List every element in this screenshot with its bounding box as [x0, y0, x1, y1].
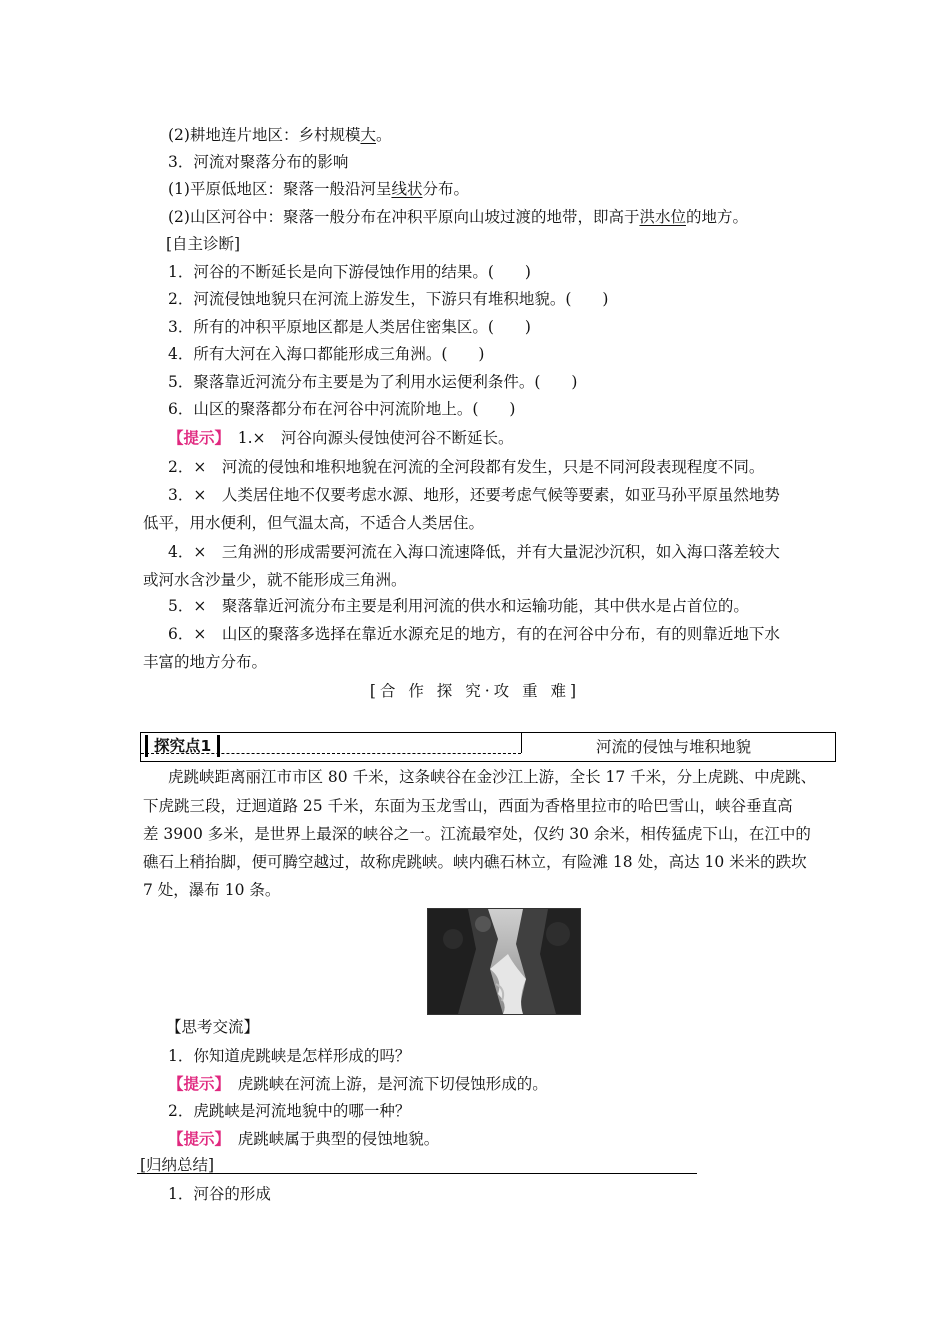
- discussion-answer-1: 【提示】 虎跳峡在河流上游，是河流下切侵蚀形成的。: [168, 1074, 548, 1093]
- answer-4a: 4．× 三角洲的形成需要河流在入海口流速降低，并有大量泥沙沉积，如入海口落差较大: [168, 543, 780, 561]
- summary-heading: [归纳总结]: [140, 1156, 215, 1174]
- answer-2: 2．× 河流的侵蚀和堆积地貌在河流的全河段都有发生，只是不同河段表现程度不同。: [168, 458, 765, 476]
- passage-line: 下虎跳三段，迂迴道路 25 千米，东面为玉龙雪山，西面为香格里拉市的哈巴雪山，峡谷垂直高: [143, 797, 793, 815]
- explore-point-topic: 河流的侵蚀与堆积地貌: [596, 738, 752, 756]
- question-5: 5．聚落靠近河流分布主要是为了利用水运便利条件。( ): [168, 373, 578, 391]
- passage-line: 虎跳峡距离丽江市市区 80 千米，这条峡谷在金沙江上游，全长 17 千米，分上虎跳、中虎跳、: [168, 768, 817, 786]
- question-1: 1．河谷的不断延长是向下游侵蚀作用的结果。( ): [168, 263, 531, 281]
- passage-line: 差 3900 多米，是世界上最深的峡谷之一。江流最窄处，仅约 30 余米，相传猛虎下山，在江中的: [143, 825, 811, 843]
- discussion-heading: 【思考交流】: [166, 1018, 260, 1036]
- discussion-question-1: 1．你知道虎跳峡是怎样形成的吗？: [168, 1047, 411, 1065]
- answer-3b: 低平，用水便利，但气温太高，不适合人类居住。: [143, 514, 485, 532]
- section-title: [合 作 探 究·攻 重 难]: [369, 682, 581, 700]
- discussion-question-2: 2．虎跳峡是河流地貌中的哪一种？: [168, 1102, 411, 1120]
- summary-item-1: 1．河谷的形成: [168, 1185, 271, 1203]
- answer-3a: 3．× 人类居住地不仅要考虑水源、地形，还要考虑气候等要素，如亚马孙平原虽然地势: [168, 486, 780, 504]
- tip-label: 【提示】: [168, 1074, 223, 1093]
- tip-label: 【提示】: [168, 1129, 223, 1148]
- explore-point-box: [140, 732, 836, 762]
- answer-1: 【提示】 1.× 河谷向源头侵蚀使河谷不断延长。: [168, 428, 514, 447]
- answer-6a: 6．× 山区的聚落多选择在靠近水源充足的地方，有的在河谷中分布，有的则靠近地下水: [168, 625, 780, 643]
- gorge-photo-graphic: [428, 909, 580, 1014]
- question-4: 4．所有大河在入海口都能形成三角洲。( ): [168, 345, 485, 363]
- question-2: 2．河流侵蚀地貌只在河流上游发生，下游只有堆积地貌。( ): [168, 290, 609, 308]
- gorge-photo: [427, 908, 581, 1015]
- line-plain: (1)平原低地区：聚落一般沿河呈线状分布。: [168, 180, 469, 198]
- answer-6b: 丰富的地方分布。: [143, 653, 268, 671]
- tip-label: 【提示】: [168, 428, 223, 447]
- passage-line: 礁石上稍抬脚，便可腾空越过，故称虎跳峡。峡内礁石林立，有险滩 18 处，高达 10 米米的跌坎: [143, 853, 807, 871]
- divider: [521, 733, 522, 753]
- question-6: 6．山区的聚落都分布在河谷中河流阶地上。( ): [168, 400, 516, 418]
- divider: [137, 1173, 697, 1174]
- passage-line: 7 处，瀑布 10 条。: [143, 881, 281, 899]
- line-river-influence: 3．河流对聚落分布的影响: [168, 153, 349, 171]
- answer-5: 5．× 聚落靠近河流分布主要是利用河流的供水和运输功能，其中供水是占首位的。: [168, 597, 749, 615]
- divider: [141, 753, 521, 754]
- self-check-heading: [自主诊断]: [166, 235, 241, 253]
- answer-4b: 或河水含沙量少，就不能形成三角洲。: [143, 571, 407, 589]
- discussion-answer-2: 【提示】 虎跳峡属于典型的侵蚀地貌。: [168, 1129, 440, 1148]
- question-3: 3．所有的冲积平原地区都是人类居住密集区。( ): [168, 318, 531, 336]
- line-farmland: (2)耕地连片地区：乡村规模大。: [168, 126, 392, 144]
- line-mountain: (2)山区河谷中：聚落一般分布在冲积平原向山坡过渡的地带，即高于洪水位的地方。: [168, 208, 748, 226]
- explore-point-label: 探究点1: [145, 735, 220, 757]
